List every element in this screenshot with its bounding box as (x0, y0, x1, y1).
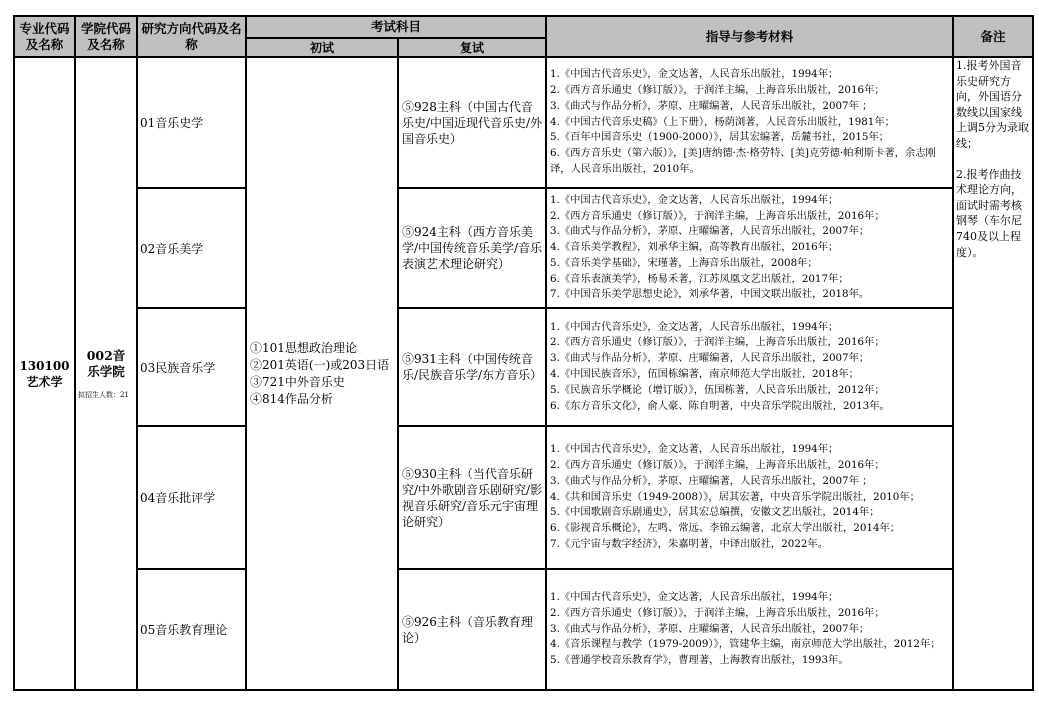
header-college: 学院代码及名称 (75, 16, 137, 57)
header-references: 指导与参考材料 (546, 16, 953, 57)
reference-item: 2.《西方音乐通史（修订版）》，于润洋主编，上海音乐出版社，2016年； (550, 84, 885, 96)
reference-item: 3.《曲式与作品分析》，茅原、庄曜编著，人民音乐出版社，2007年； (550, 225, 870, 238)
reference-item: 1.《中国古代音乐史》，金文达著，人民音乐出版社，1994年； (550, 320, 839, 333)
major-name: 艺术学 (26, 374, 63, 389)
reference-item: 5.《音乐美学基础》，宋瑾著，上海音乐出版社，2008年； (550, 256, 818, 269)
reference-item: 6.《东方音乐文化》，俞人豪、陈自明著，中央音乐学院出版社，2013年。 (550, 399, 890, 412)
reference-item: 6.《音乐表演美学》，杨易禾著，江苏凤凰文艺出版社，2017年； (550, 272, 849, 285)
direction-name: 04音乐批评学 (137, 426, 246, 569)
prelim-subject: ③721中外音乐史 (250, 374, 345, 389)
retest-subject: ⑤928主科（中国古代音乐史/中国近现代音乐史/外国音乐史） (398, 57, 546, 188)
reference-item: 5.《中国歌剧音乐剧通史》，居其宏总编撰，安徽文艺出版社，2014年； (550, 506, 880, 519)
header-exam-subjects: 考试科目 (246, 16, 546, 38)
direction-name: 01音乐史学 (137, 57, 246, 188)
reference-item: 2.《西方音乐通史（修订版）》，于润洋主编，上海音乐出版社，2016年； (550, 459, 885, 471)
enrollment-quota: 拟招生人数：21 (78, 390, 129, 399)
reference-item: 5.《百年中国音乐史（1900-2000）》，居其宏编著，岳麓书社，2015年； (550, 131, 890, 144)
reference-item: 4.《音乐课程与教学（1979-2009）》，管建华主编，南京师范大学出版社，2012年； (550, 638, 941, 651)
prelim-subject: ②201英语(一)或203日语 (250, 357, 390, 372)
direction-name: 05音乐教育理论 (137, 569, 246, 690)
reference-item: 1.《中国古代音乐史》，金文达著，人民音乐出版社，1994年； (550, 591, 839, 603)
references-list (546, 188, 953, 308)
reference-item: 4.《音乐美学教程》，刘承华主编，高等教育出版社，2016年； (550, 241, 839, 254)
reference-item: 5.《民族音乐学概论（增订版）》，伍国栋著，人民音乐出版社，2012年； (550, 383, 885, 396)
header-direction: 研究方向代码及名称 (137, 16, 246, 57)
table-row (14, 308, 1033, 426)
prelim-subject: ①101思想政治理论 (250, 340, 357, 355)
direction-name: 03民族音乐学 (137, 308, 246, 426)
table-row (14, 188, 1033, 308)
header-major: 专业代码及名称 (14, 16, 75, 57)
references-list (546, 426, 953, 569)
note-item: 1.报考外国音乐史研究方向，外国语分数线以国家线上调5分为录取线； (956, 59, 1030, 150)
references-list (546, 57, 953, 188)
college-cell (75, 57, 137, 690)
reference-item: 2.《西方音乐通史（修订版）》，于润洋主编，上海音乐出版社，2016年； (550, 606, 885, 619)
retest-subject: ⑤924主科（西方音乐美学/中国传统音乐美学/音乐表演艺术理论研究） (398, 188, 546, 308)
notes-cell (953, 57, 1033, 690)
references-list (546, 308, 953, 426)
reference-item: 5.《普通学校音乐教育学》，曹理著，上海教育出版社，1993年。 (550, 654, 849, 667)
retest-subject: ⑤930主科（当代音乐研究/中外歌剧音乐剧研究/影视音乐研究/音乐元宇宙理论研究） (398, 426, 546, 569)
reference-item: 3.《曲式与作品分析》，茅原、庄曜编著，人民音乐出版社，2007年 ； (550, 474, 873, 487)
reference-item: 4.《中国古代音乐史稿》（上下册），杨荫浏著，人民音乐出版社，1981年； (550, 115, 895, 128)
prelim-subject: ④814作品分析 (250, 391, 333, 406)
header-retest: 复试 (398, 38, 546, 57)
college-name: 002音乐学院 (86, 347, 126, 379)
reference-item: 3.《曲式与作品分析》，茅原、庄曜编著，人民音乐出版社，2007年 ； (550, 99, 873, 112)
references-list (546, 569, 953, 690)
retest-subject: ⑤926主科（音乐教育理论） (398, 569, 546, 690)
preliminary-subjects (246, 57, 398, 690)
reference-item: 1.《中国古代音乐史》，金文达著，人民音乐出版社，1994年； (550, 443, 839, 456)
reference-item: 3.《曲式与作品分析》，茅原、庄曜编著，人民音乐出版社，2007年； (550, 622, 870, 635)
note-item: 2.报考作曲技术理论方向，面试时需考核钢琴（车尔尼740及以上程度）。 (956, 167, 1023, 259)
reference-item: 1.《中国古代音乐史》，金文达著，人民音乐出版社，1994年； (550, 68, 839, 81)
major-cell (14, 57, 75, 690)
reference-item: 4.《中国民族音乐》，伍国栋编著，南京师范大学出版社，2018年； (550, 368, 859, 380)
reference-item: 7.《中国音乐美学思想史论》，刘承华著，中国文联出版社，2018年。 (550, 288, 870, 301)
reference-item: 7.《元宇宙与数字经济》，朱嘉明著，中译出版社，2022年。 (550, 537, 829, 550)
admissions-table (13, 15, 1034, 691)
reference-item: 2.《西方音乐通史（修订版）》，于润洋主编，上海音乐出版社，2016年； (550, 336, 885, 349)
reference-item: 6.《影视音乐概论》，左鸣、常远、李锦云编著，北京大学出版社，2014年； (550, 522, 901, 535)
reference-item: 2.《西方音乐通史（修订版）》，于润洋主编，上海音乐出版社，2016年； (550, 209, 885, 222)
retest-subject: ⑤931主科（中国传统音乐/民族音乐学/东方音乐） (398, 308, 546, 426)
header-notes: 备注 (953, 16, 1033, 57)
reference-item: 6.《西方音乐史（第六版）》，[美]唐纳德·杰·格劳特、[美]克劳德·帕利斯卡著，余志刚译，人民音乐出版社，2010年。 (550, 147, 936, 175)
reference-item: 4.《共和国音乐史（1949-2008）》，居其宏著，中央音乐学院出版社，2010年； (550, 490, 920, 503)
table-row (14, 569, 1033, 690)
reference-item: 3.《曲式与作品分析》，茅原、庄曜编著，人民音乐出版社，2007年； (550, 352, 870, 365)
header-preliminary: 初试 (246, 38, 398, 57)
table-row (14, 57, 1033, 188)
reference-item: 1.《中国古代音乐史》，金文达著，人民音乐出版社，1994年； (550, 193, 839, 206)
major-code: 130100 (19, 358, 70, 373)
table-row (14, 426, 1033, 569)
direction-name: 02音乐美学 (137, 188, 246, 308)
